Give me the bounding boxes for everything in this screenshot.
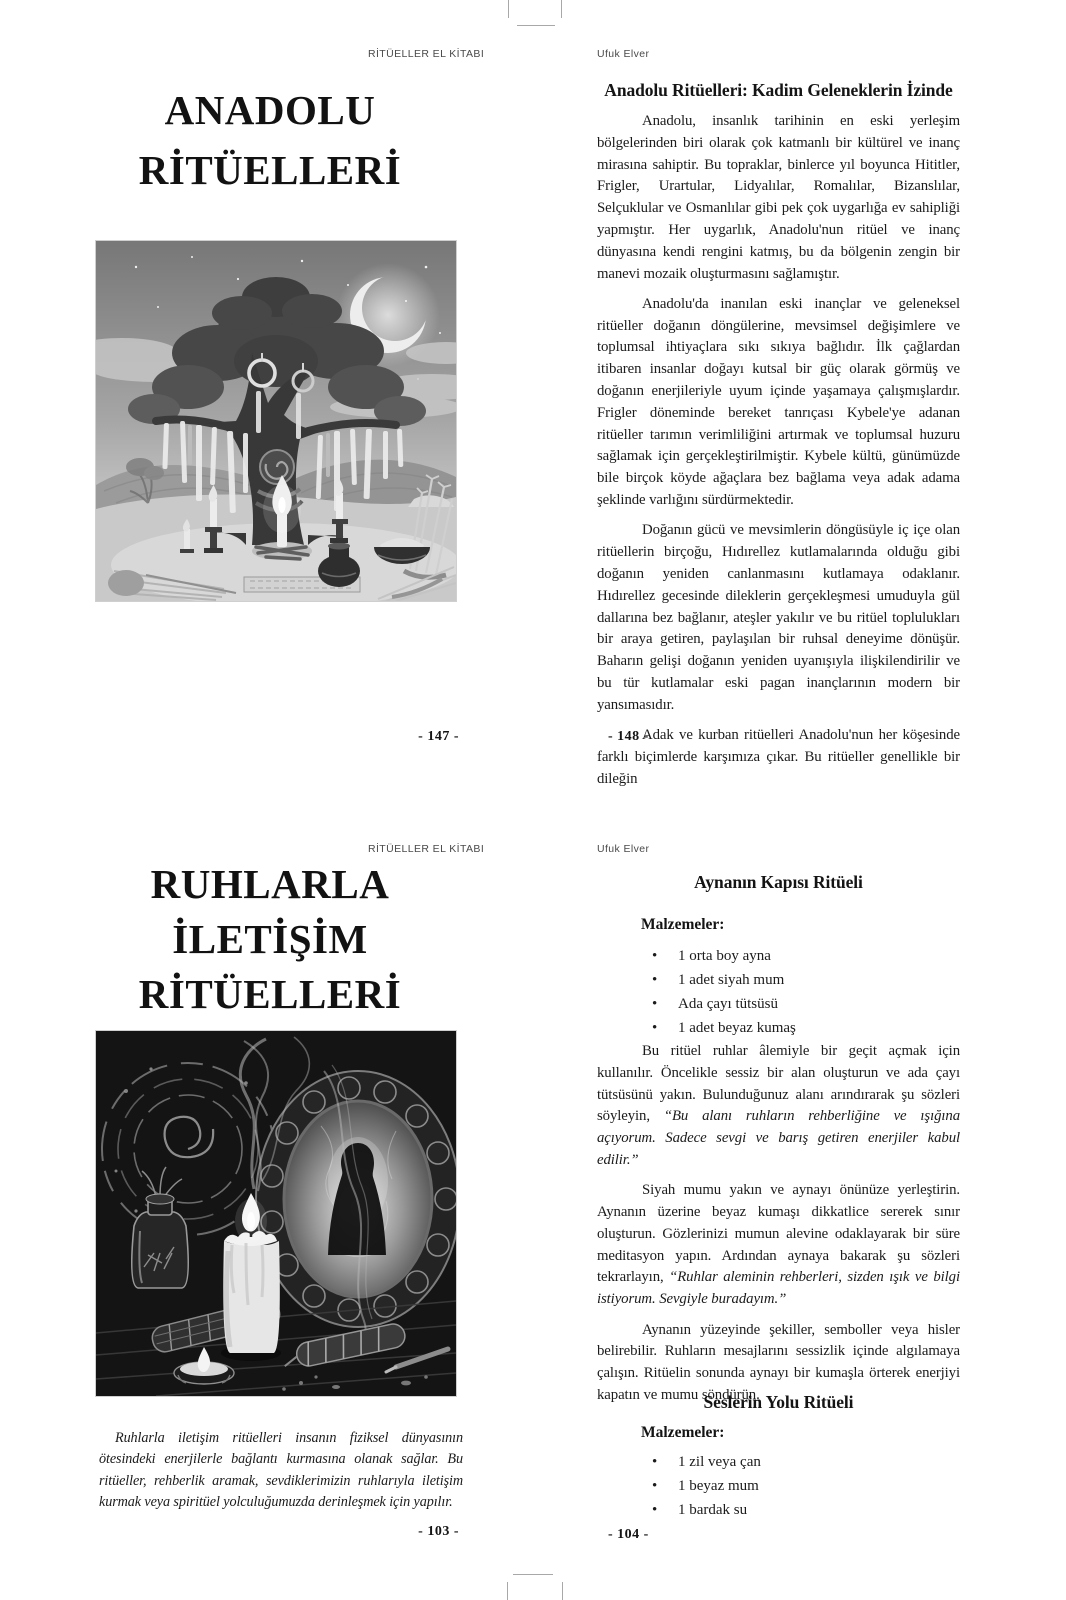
wish-tree-illustration-svg xyxy=(96,241,456,601)
page-number: - 147 - xyxy=(418,729,459,744)
paragraph: Adak ve kurban ritüelleri Anadolu'nun her köşesinde farklı biçimlerde karşımıza çıkar. Bu ritüeller genellikle bir dileğin xyxy=(597,727,960,787)
list-item: • 1 adet siyah mum xyxy=(650,968,950,992)
ritual-incantation-quote: “Ruhlar aleminin rehberleri, sizden ışık ve bilgi istiyorum. Sevgiyle buradayım.” xyxy=(597,1269,960,1308)
running-header-book: RİTÜELLER EL KİTABI xyxy=(368,843,485,855)
chapter-heading: Anadolu Ritüelleri: Kadim Geleneklerin İzinde xyxy=(604,80,953,100)
materials-list xyxy=(650,944,950,1040)
ritual-heading-sounds: Seslerin Yolu Ritüeli xyxy=(703,1392,854,1412)
list-item: • 1 adet beyaz kumaş xyxy=(650,1016,950,1040)
page-number: - 148 - xyxy=(608,729,649,744)
page-edge-mark xyxy=(513,1574,553,1575)
paragraph xyxy=(597,1180,960,1311)
page-148-body xyxy=(597,111,960,790)
spiral-emblem xyxy=(260,450,294,484)
chapter-title-line: RİTÜELLERİ xyxy=(138,971,402,1017)
page-edge-mark xyxy=(507,1582,508,1600)
wish-tree-illustration xyxy=(95,240,457,602)
running-header-author: Ufuk Elver xyxy=(597,843,650,855)
list-item: • 1 zil veya çan xyxy=(650,1450,950,1474)
running-header-book: RİTÜELLER EL KİTABI xyxy=(368,48,485,60)
page-edge-mark xyxy=(562,1582,563,1600)
chapter-title-line: İLETİŞİM xyxy=(172,916,368,962)
paragraph: Anadolu, insanlık tarihinin en eski yerleşim bölgelerinden biri olarak çok katmanlı bir kültürel ve inanç mirasına sahiptir. Bu topraklar, binlerce yıl boyunca Hititler, Frigler, Urartular, Lidyalılar, Romalılar, Bizanslılar, Selçuklular ve Osmanlılar gibi pek çok uygarlığa ev sahipliği yapmıştır. Her uygarlık, Anadolu'nun ritüel ve inanç dünyasına kendi rengini katmış, bu da bölgenin zengin bir manevi mozaik oluşturmasını sağlamıştır. xyxy=(597,113,960,282)
paragraph-text: Bu ritüel ruhlar âlemiyle bir geçit açmak için kullanılır. Öncelikle sessiz bir alan oluşturun ve ada çayı tütsüsünü yakın. Bulunduğunuz alanı arındırarak şu sözleri söyleyin, xyxy=(597,1043,960,1125)
running-header-author: Ufuk Elver xyxy=(597,48,650,60)
materials-list xyxy=(650,1450,950,1522)
chapter-intro-caption: Ruhlarla iletişim ritüelleri insanın fiziksel dünyasının ötesindeki enerjilerle bağlantı kurmasına olanak sağlar. Bu ritüeller, rehberlik aramak, sevdiklerimizin ruhlarıyla iletişim kurmak veya spiritüel yolculuğumuzda derinleşmek için yapılır. xyxy=(99,1430,463,1510)
paragraph: Anadolu'da inanılan eski inançlar ve geleneksel ritüeller doğanın döngülerine, mevsimsel değişimlere ve toplumsal ihtiyaçlara sıkı sıkıya bağlıdır. İlk çağlardan itibaren insanlar doğayı kutsal bir güç olarak görmüş ve doğanın enerjileriyle uyum içinde yaşamaya çalışmışlardır. Frigler döneminde bereket tanrıçası Kybele'ye adanan ritüeller tarımın verimliliğini artırmak ve toplumsal huzuru sağlamak için gerçekleştirilmiştir. Kybele kültü, günümüzde bile birçok köyde ağaçlara bez bağlama veya adak adama şeklinde varlığını sürdürmektedir. xyxy=(597,295,960,509)
list-item: • 1 beyaz mum xyxy=(650,1474,950,1498)
ritual-incantation-quote: “Bu alanı ruhların rehberliğine ve ışığına açıyorum. Sadece sevgi ve barış getiren enerjiler kabul edilir.” xyxy=(597,1108,960,1168)
page-edge-mark xyxy=(508,0,509,18)
chapter-title-ruhlarla xyxy=(60,857,480,1022)
page-104-body xyxy=(597,1041,960,1407)
materials-label: Malzemeler: xyxy=(641,916,725,933)
chapter-title-line: RUHLARLA xyxy=(150,861,390,907)
chapter-title-anadolu xyxy=(60,80,480,200)
list-item: • Ada çayı tütsüsü xyxy=(650,992,950,1016)
paragraph xyxy=(597,1041,960,1172)
list-item: • 1 orta boy ayna xyxy=(650,944,950,968)
materials-label: Malzemeler: xyxy=(641,1424,725,1441)
ritual-heading-mirror: Aynanın Kapısı Ritüeli xyxy=(694,872,863,892)
chapter-title-line: ANADOLU xyxy=(164,87,376,133)
list-item: • 1 bardak su xyxy=(650,1498,950,1522)
page-number: - 103 - xyxy=(418,1524,459,1539)
chapter-title-line: RİTÜELLERİ xyxy=(138,147,402,193)
paragraph: Aynanın yüzeyinde şekiller, semboller veya hisler belirebilir. Ruhların mesajlarını sessizlik içinde algılamaya çalışın. Ritüelin sonunda aynayı bir kumaşla örterek enerjiyi kapatın ve mumu söndürün. xyxy=(597,1321,960,1403)
page-number: - 104 - xyxy=(608,1527,649,1542)
page-edge-mark xyxy=(561,0,562,18)
paragraph: Doğanın gücü ve mevsimlerin döngüsüyle iç içe olan ritüellerin birçoğu, Hıdırellez kutlamalarında olduğu gibi doğanın yeniden canlanmasını kutlamaya odaklanır. Hıdırellez gecesinde dileklerin gerçekleşmesi umuduyla gül dallarına bez bağlanır, ateşler yakılır ve bu ritüel toplulukları bir araya getiren, paylaşılan bir ruhsal deneyime dönüşür. Baharın gelişi doğanın yeniden uyanışıyla ilişkilendirilir ve bu tür kutlamalar eski pagan inançlarının modern bir yansımasıdır. xyxy=(597,522,960,713)
paragraph-text: Siyah mumu yakın ve aynayı önünüze yerleştirin. Aynanın üzerine beyaz kumaşı dikkatlice sererek sınır oluşturun. Gözlerinizi mumun alevine odaklayarak bir süre meditasyon yapın. Ardından aynaya bakarak şu sözleri tekrarlayın, xyxy=(597,1182,960,1286)
spirit-mirror-illustration xyxy=(95,1030,457,1397)
broom-binding xyxy=(108,570,144,596)
spirit-mirror-illustration-svg xyxy=(96,1031,456,1396)
page-edge-mark xyxy=(517,25,555,26)
